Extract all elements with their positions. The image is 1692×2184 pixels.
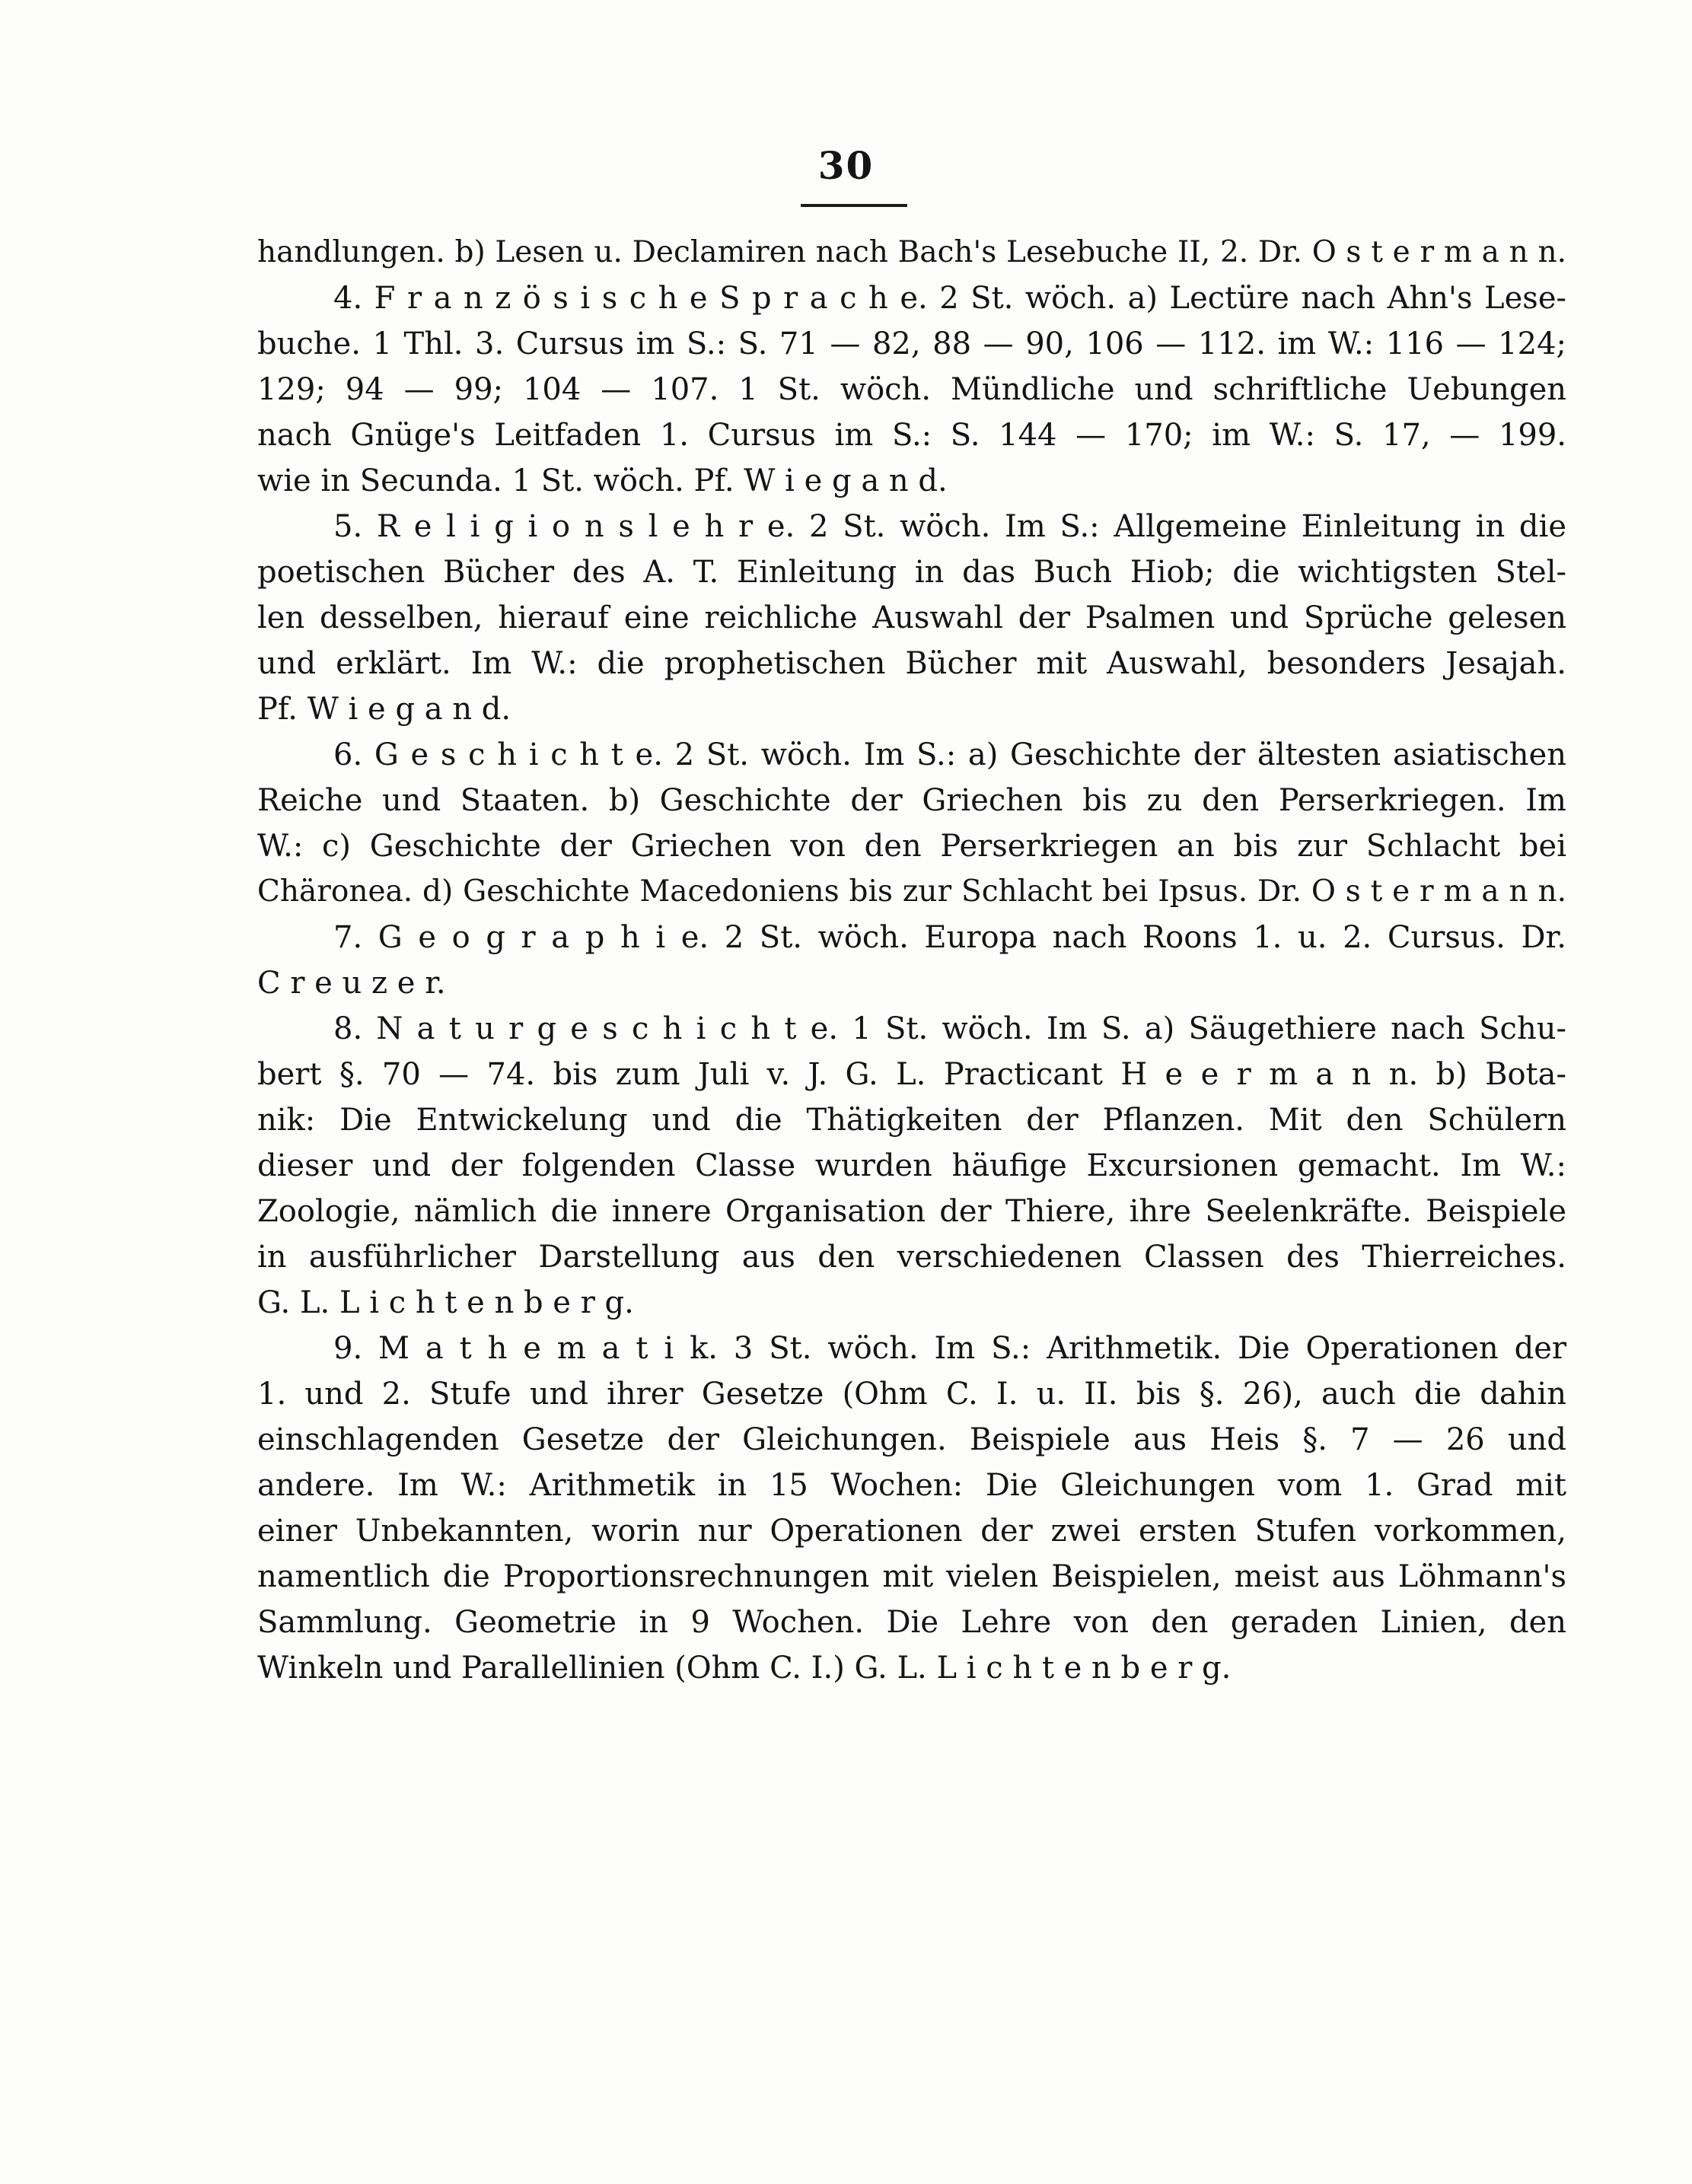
text-line: bert §. 70 — 74. bis zum Juli v. J. G. L. Practicant H e e r m a n n. b) Bota- [257, 1057, 1566, 1092]
text-line: 129; 94 — 99; 104 — 107. 1 St. wöch. Mündliche und schriftliche Uebungen [257, 372, 1566, 407]
body-text [257, 230, 1566, 1691]
text-line: einschlagenden Gesetze der Gleichungen. Beispiele aus Heis §. 7 — 26 und [257, 1422, 1566, 1457]
text-line: len desselben, hierauf eine reichliche Auswahl der Psalmen und Sprüche gelesen [257, 600, 1566, 635]
text-line: in ausführlicher Darstellung aus den verschiedenen Classen des Thierreiches. [257, 1240, 1566, 1275]
text-line: 7. G e o g r a p h i e. 2 St. wöch. Europa nach Roons 1. u. 2. Cursus. Dr. [333, 920, 1566, 955]
text-line: 5. R e l i g i o n s l e h r e. 2 St. wöch. Im S.: Allgemeine Einleitung in die [333, 509, 1566, 544]
text-line: und erklärt. Im W.: die prophetischen Bücher mit Auswahl, besonders Jesajah. [257, 646, 1566, 681]
text-line: namentlich die Proportionsrechnungen mit vielen Beispielen, meist aus Löhmann's [257, 1559, 1566, 1594]
text-line: buche. 1 Thl. 3. Cursus im S.: S. 71 — 82, 88 — 90, 106 — 112. im W.: 116 — 124; [257, 326, 1566, 361]
text-line: nik: Die Entwickelung und die Thätigkeiten der Pflanzen. Mit den Schülern [257, 1103, 1566, 1138]
text-line: Chäronea. d) Geschichte Macedoniens bis zur Schlacht bei Ipsus. Dr. O s t e r m a n n. [257, 874, 1566, 909]
text-line: 6. G e s c h i c h t e. 2 St. wöch. Im S.: a) Geschichte der ältesten asiatischen [333, 737, 1566, 772]
text-line: wie in Secunda. 1 St. wöch. Pf. W i e g a n d. [257, 463, 948, 498]
text-line: einer Unbekannten, worin nur Operationen der zwei ersten Stufen vorkommen, [257, 1514, 1566, 1549]
text-line: dieser und der folgenden Classe wurden häufige Excursionen gemacht. Im W.: [257, 1148, 1566, 1183]
text-line: poetischen Bücher des A. T. Einleitung in das Buch Hiob; die wichtigsten Stel- [257, 555, 1566, 590]
page-number-rule [801, 204, 907, 207]
text-line: C r e u z e r. [257, 966, 446, 1001]
text-line: 1. und 2. Stufe und ihrer Gesetze (Ohm C. I. u. II. bis §. 26), auch die dahin [257, 1377, 1566, 1412]
text-line: handlungen. b) Lesen u. Declamiren nach Bach's Lesebuche II, 2. Dr. O s t e r m a n n. [257, 235, 1566, 269]
text-line: Winkeln und Parallellinien (Ohm C. I.) G. L. L i c h t e n b e r g. [257, 1651, 1232, 1686]
text-line: nach Gnüge's Leitfaden 1. Cursus im S.: S. 144 — 170; im W.: S. 17, — 199. [257, 418, 1566, 453]
text-line: Sammlung. Geometrie in 9 Wochen. Die Lehre von den geraden Linien, den [257, 1605, 1566, 1640]
text-line: 4. F r a n z ö s i s c h e S p r a c h e. 2 St. wöch. a) Lectüre nach Ahn's Lese- [333, 281, 1566, 316]
text-line: G. L. L i c h t e n b e r g. [257, 1285, 634, 1320]
text-line: 9. M a t h e m a t i k. 3 St. wöch. Im S.: Arithmetik. Die Operationen der [333, 1331, 1566, 1366]
text-line: andere. Im W.: Arithmetik in 15 Wochen: Die Gleichungen vom 1. Grad mit [257, 1468, 1566, 1503]
text-line: W.: c) Geschichte der Griechen von den Perserkriegen an bis zur Schlacht bei [257, 829, 1566, 864]
text-line: Reiche und Staaten. b) Geschichte der Griechen bis zu den Perserkriegen. Im [257, 783, 1566, 818]
text-line: 8. N a t u r g e s c h i c h t e. 1 St. wöch. Im S. a) Säugethiere nach Schu- [333, 1011, 1566, 1046]
page-number: 30 [817, 143, 875, 188]
text-line: Zoologie, nämlich die innere Organisation der Thiere, ihre Seelenkräfte. Beispiele [257, 1194, 1566, 1229]
text-line: Pf. W i e g a n d. [257, 692, 511, 727]
